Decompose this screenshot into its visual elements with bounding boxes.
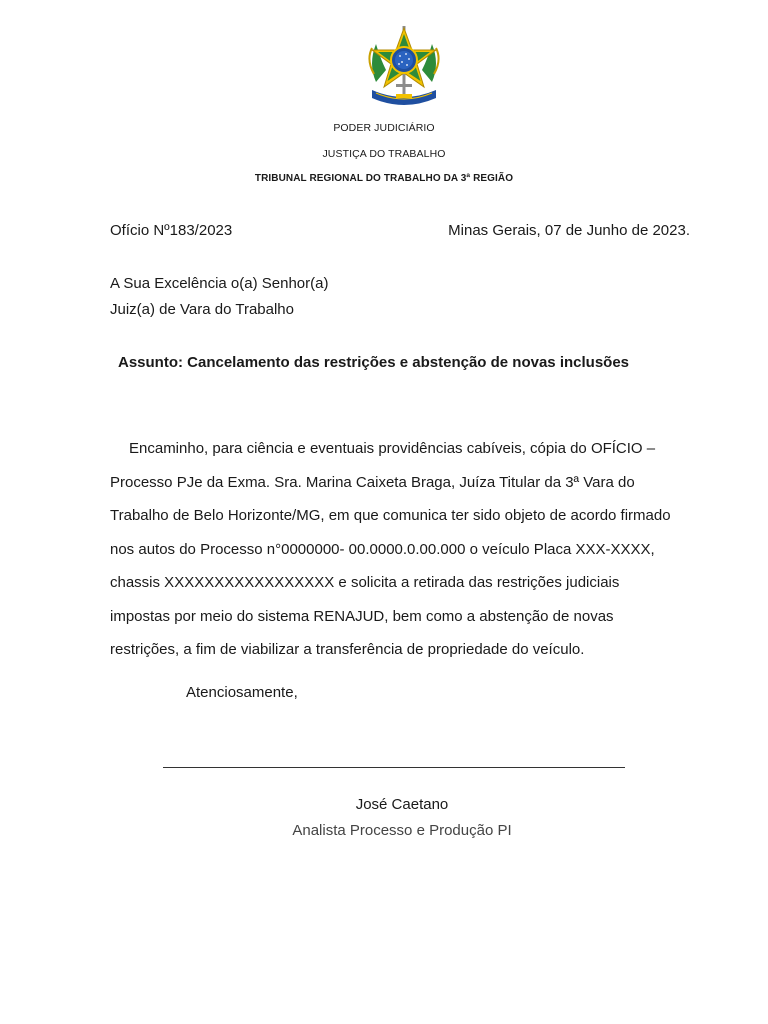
signature-line [163,767,625,768]
body-line: Encaminho, para ciência e eventuais providências cabíveis, cópia do OFÍCIO – [129,440,656,457]
place-and-date: Minas Gerais, 07 de Junho de 2023. [448,222,690,239]
recipient-salutation: A Sua Excelência o(a) Senhor(a) [110,275,329,292]
letter-body [110,432,700,667]
coat-of-arms-emblem [366,24,442,108]
closing-salutation: Atenciosamente, [186,684,298,701]
signer-role: Analista Processo e Produção PI [292,822,512,839]
body-line: impostas por meio do sistema RENAJUD, bem como a abstenção de novas [110,607,614,625]
body-line: restrições, a fim de viabilizar a transferência de propriedade do veículo. [110,641,585,658]
header-tribunal-regional: TRIBUNAL REGIONAL DO TRABALHO DA 3ª REGIÃO [254,173,514,184]
body-line: chassis XXXXXXXXXXXXXXXXX e solicita a retirada das restrições judiciais [110,574,620,591]
header-poder-judiciario: PODER JUDICIÁRIO [333,122,435,134]
body-line: Trabalho de Belo Horizonte/MG, em que comunica ter sido objeto de acordo firmado [110,507,671,524]
recipient-title: Juiz(a) de Vara do Trabalho [110,301,294,318]
body-line: nos autos do Processo n°0000000- 00.0000.0.00.000 o veículo Placa XXX-XXXX, [110,540,655,558]
oficio-number: Ofício Nº183/2023 [110,222,233,239]
brazil-coat-of-arms-icon [366,24,442,108]
body-line: Processo PJe da Exma. Sra. Marina Caixeta Braga, Juíza Titular da 3ª Vara do [110,473,635,491]
header-justica-do-trabalho: JUSTIÇA DO TRABALHO [322,148,446,160]
subject-line: Assunto: Cancelamento das restrições e abstenção de novas inclusões [118,354,630,371]
signer-name: José Caetano [355,796,449,813]
